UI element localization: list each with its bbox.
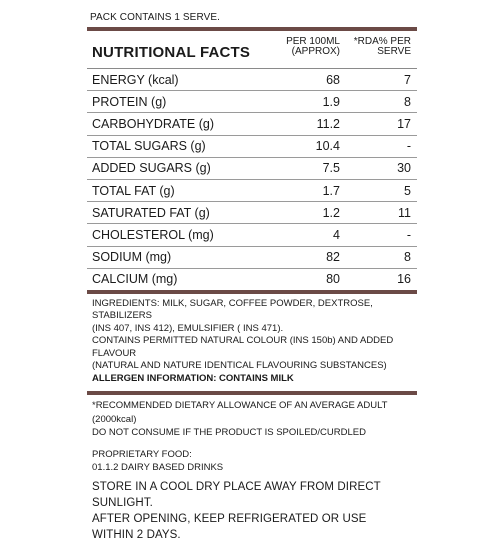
per100-value: 1.2 bbox=[322, 205, 340, 220]
rda-value: 30 bbox=[397, 161, 411, 176]
nutrient-label: ADDED SUGARS (g) bbox=[92, 161, 211, 176]
rda-value: - bbox=[406, 227, 411, 242]
nutrient-label: TOTAL SUGARS (g) bbox=[92, 139, 206, 154]
table-row bbox=[87, 158, 417, 180]
storage-line: STORE IN A COOL DRY PLACE AWAY FROM DIRECT SUNLIGHT. bbox=[92, 480, 381, 509]
allergen-info: ALLERGEN INFORMATION: CONTAINS MILK bbox=[92, 372, 294, 384]
per100-value: 7.5 bbox=[322, 161, 340, 176]
table-row bbox=[87, 113, 417, 135]
ingredients-line: INGREDIENTS: MILK, SUGAR, COFFEE POWDER, DEXTROSE, STABILIZERS bbox=[92, 297, 373, 322]
nutrient-label: PROTEIN (g) bbox=[92, 94, 167, 109]
per100-value: 68 bbox=[326, 72, 340, 87]
rda-value: 16 bbox=[397, 272, 411, 287]
per100-value: 1.7 bbox=[322, 183, 340, 198]
ingredients-line: (INS 407, INS 412), EMULSIFIER ( INS 471). bbox=[92, 322, 284, 334]
nutrient-label: CHOLESTEROL (mg) bbox=[92, 227, 214, 242]
table-row bbox=[87, 247, 417, 269]
col-rda-header bbox=[340, 31, 417, 57]
rda-value: 7 bbox=[404, 72, 411, 87]
rda-value: 17 bbox=[397, 116, 411, 131]
nutrient-label: SATURATED FAT (g) bbox=[92, 205, 210, 220]
nutrient-label: TOTAL FAT (g) bbox=[92, 183, 175, 198]
ingredients-line: (NATURAL AND NATURE IDENTICAL FLAVOURING SUBSTANCES) bbox=[92, 360, 387, 372]
table-row bbox=[87, 202, 417, 224]
facts-title: NUTRITIONAL FACTS bbox=[92, 44, 251, 61]
nutrient-label: CALCIUM (mg) bbox=[92, 272, 178, 287]
per100-value: 4 bbox=[333, 227, 340, 242]
rda-value: - bbox=[406, 139, 411, 154]
per100-value: 10.4 bbox=[315, 139, 340, 154]
nutrient-label: ENERGY (kcal) bbox=[92, 72, 179, 87]
rda-value: 8 bbox=[404, 94, 411, 109]
nutrient-label: SODIUM (mg) bbox=[92, 250, 172, 265]
spacer bbox=[92, 440, 411, 448]
nutrient-label: CARBOHYDRATE (g) bbox=[92, 116, 215, 131]
notes-block bbox=[87, 395, 417, 475]
col-per100-header bbox=[261, 31, 340, 57]
rda-note: *RECOMMENDED DIETARY ALLOWANCE OF AN AVERAGE ADULT (2000kcal) bbox=[92, 400, 388, 425]
col-per100-line2: (APPROX) bbox=[291, 46, 340, 57]
pack-info: PACK CONTAINS 1 SERVE. bbox=[90, 12, 221, 23]
table-row bbox=[87, 269, 417, 290]
per100-value: 80 bbox=[326, 272, 340, 287]
col-per100-line1: PER 100ML bbox=[286, 36, 340, 47]
food-category: 01.1.2 DAIRY BASED DRINKS bbox=[92, 462, 224, 474]
spoiled-note: DO NOT CONSUME IF THE PRODUCT IS SPOILED/CURDLED bbox=[92, 427, 366, 439]
storage-block bbox=[87, 475, 417, 543]
ingredients-line: CONTAINS PERMITTED NATURAL COLOUR (INS 150b) AND ADDED FLAVOUR bbox=[92, 335, 394, 359]
col-rda-line2: SERVE bbox=[377, 46, 411, 57]
facts-header bbox=[87, 31, 417, 69]
table-row bbox=[87, 91, 417, 113]
proprietary-food: PROPRIETARY FOOD: bbox=[92, 448, 192, 460]
rda-value: 5 bbox=[404, 183, 411, 198]
table-row bbox=[87, 224, 417, 246]
table-row bbox=[87, 69, 417, 91]
ingredients-block bbox=[87, 294, 417, 392]
facts-table bbox=[87, 69, 417, 290]
rda-value: 8 bbox=[404, 250, 411, 265]
per100-value: 82 bbox=[326, 250, 340, 265]
storage-line: AFTER OPENING, KEEP REFRIGERATED OR USE WITHIN 2 DAYS. bbox=[92, 512, 367, 541]
rda-value: 11 bbox=[398, 205, 411, 220]
table-row bbox=[87, 136, 417, 158]
table-row bbox=[87, 180, 417, 202]
col-rda-line1: *RDA% PER bbox=[353, 36, 411, 47]
per100-value: 1.9 bbox=[322, 94, 340, 109]
per100-value: 11.2 bbox=[316, 116, 340, 131]
nutrition-panel bbox=[87, 27, 417, 543]
